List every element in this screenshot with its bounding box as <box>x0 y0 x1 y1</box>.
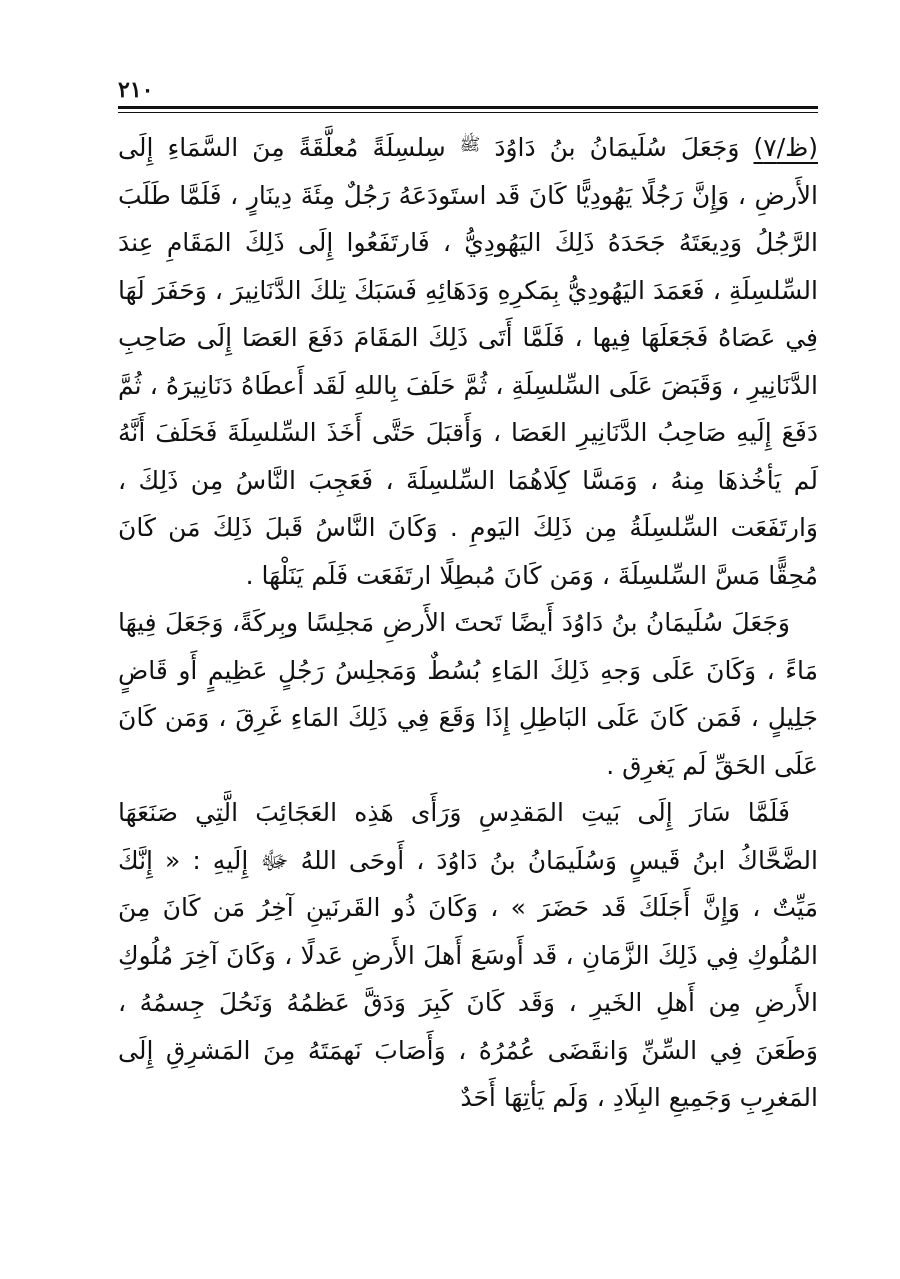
page-number: ٢١٠ <box>118 77 154 103</box>
page-body <box>118 122 818 1122</box>
honorific-symbol: ﷺ <box>459 135 481 155</box>
book-page <box>118 70 818 1190</box>
manuscript-folio-marker: (ظ/٧) <box>753 133 818 162</box>
paragraph-1-opening: وَجَعَلَ سُلَيمَانُ بنُ دَاوُدَ <box>494 133 740 162</box>
paragraph-1 <box>118 122 818 599</box>
header-double-rule <box>118 106 818 113</box>
paragraph-3: فَلَمَّا سَارَ إِلَى بَيتِ المَقدِسِ وَرَأَى هَذِه العَجَائِبَ الَّتِي صَنَعَهَا الضَّحَّاكُ ابنُ قَيسٍ وَسُلَيمَانُ بنُ دَاوُدَ ، أَوحَى اللهُ ﷻ إِلَيهِ : « إِنَّكَ مَيِّتٌ ، وَإِنَّ أَجَلَكَ قَد حَضَرَ » ، وَكَانَ ذُو القَرنَينِ آخِرُ مَن كَانَ مِنَ المُلُوكِ فِي ذَلِكَ الزَّمَانِ ، قَد أَوسَعَ أَهلَ الأَرضِ عَدلًا ، وَكَانَ آخِرَ مُلُوكِ الأَرضِ مِن أَهلِ الخَيرِ ، وَقَد كَانَ كَبِرَ وَدَقَّ عَظمُهُ وَنَحُلَ جِسمُهُ ، وَطَعَنَ فِي السِّنِّ وَانقَضَى عُمُرُهُ ، وَأَصَابَ نَهمَتَهُ مِنَ المَشرِقِ إِلَى المَغرِبِ وَجَمِيعِ البِلَادِ ، وَلَم يَأتِهَا أَحَدٌ <box>118 798 818 1112</box>
paragraph-1-body: سِلسِلَةً مُعلَّقَةً مِنَ السَّمَاءِ إِلَى الأَرضِ ، وَإِنَّ رَجُلًا يَهُودِيًّا كَانَ قَد استَودَعَهُ رَجُلٌ مِئَةَ دِينَارٍ ، فَلَمَّا طَلَبَ الرَّجُلُ وَدِيعَتَهُ جَحَدَهُ ذَلِكَ اليَهُودِيُّ ، فَارتَفَعُوا إِلَى ذَلِكَ المَقَامِ عِندَ السِّلسِلَةِ ، فَعَمَدَ اليَهُودِيُّ بِمَكرِهِ وَدَهَائِهِ فَسَبَكَ تِلكَ الدَّنَانِيرَ ، وَحَفَرَ لَهَا فِي عَصَاهُ فَجَعَلَهَا فِيها ، فَلَمَّا أَتَى ذَلِكَ المَقَامَ دَفَعَ العَصَا إِلَى صَاحِبِ الدَّنَانِيرِ ، وَقَبَضَ عَلَى السِّلسِلَةِ ، ثُمَّ حَلَفَ بِاللهِ لَقَد أَعطَاهُ دَنَانِيرَهُ ، ثُمَّ دَفَعَ إِلَيهِ صَاحِبُ الدَّنَانِيرِ العَصَا ، وَأَقبَلَ حَتَّى أَخَذَ السِّلسِلَةَ فَحَلَفَ أَنَّهُ لَم يَأخُذهَا مِنهُ ، وَمَسَّا كِلَاهُمَا السِّلسِلَةَ ، فَعَجِبَ النَّاسُ مِن ذَلِكَ ، وَارتَفَعَت السِّلسِلَةُ مِن ذَلِكَ اليَومِ . وَكَانَ النَّاسُ قَبلَ ذَلِكَ مَن كَانَ مُحِقًّا مَسَّ السِّلسِلَةَ ، وَمَن كَانَ مُبطِلًا ارتَفَعَت فَلَم يَنَلْهَا . <box>118 133 818 590</box>
paragraph-2: وَجَعَلَ سُلَيمَانُ بنُ دَاوُدَ أَيضًا تَحتَ الأَرضِ مَجلِسًا وبِركَةً، وَجَعَلَ فِيهَا مَاءً ، وَكَانَ عَلَى وَجهِ ذَلِكَ المَاءِ بُسُطٌ وَمَجلِسُ رَجُلٍ عَظِيمٍ أَو قَاضٍ جَلِيلٍ ، فَمَن كَانَ عَلَى البَاطِلِ إِذَا وَقَعَ فِي ذَلِكَ المَاءِ غَرِقَ ، وَمَن كَانَ عَلَى الحَقِّ لَم يَغرِق . <box>118 608 818 780</box>
